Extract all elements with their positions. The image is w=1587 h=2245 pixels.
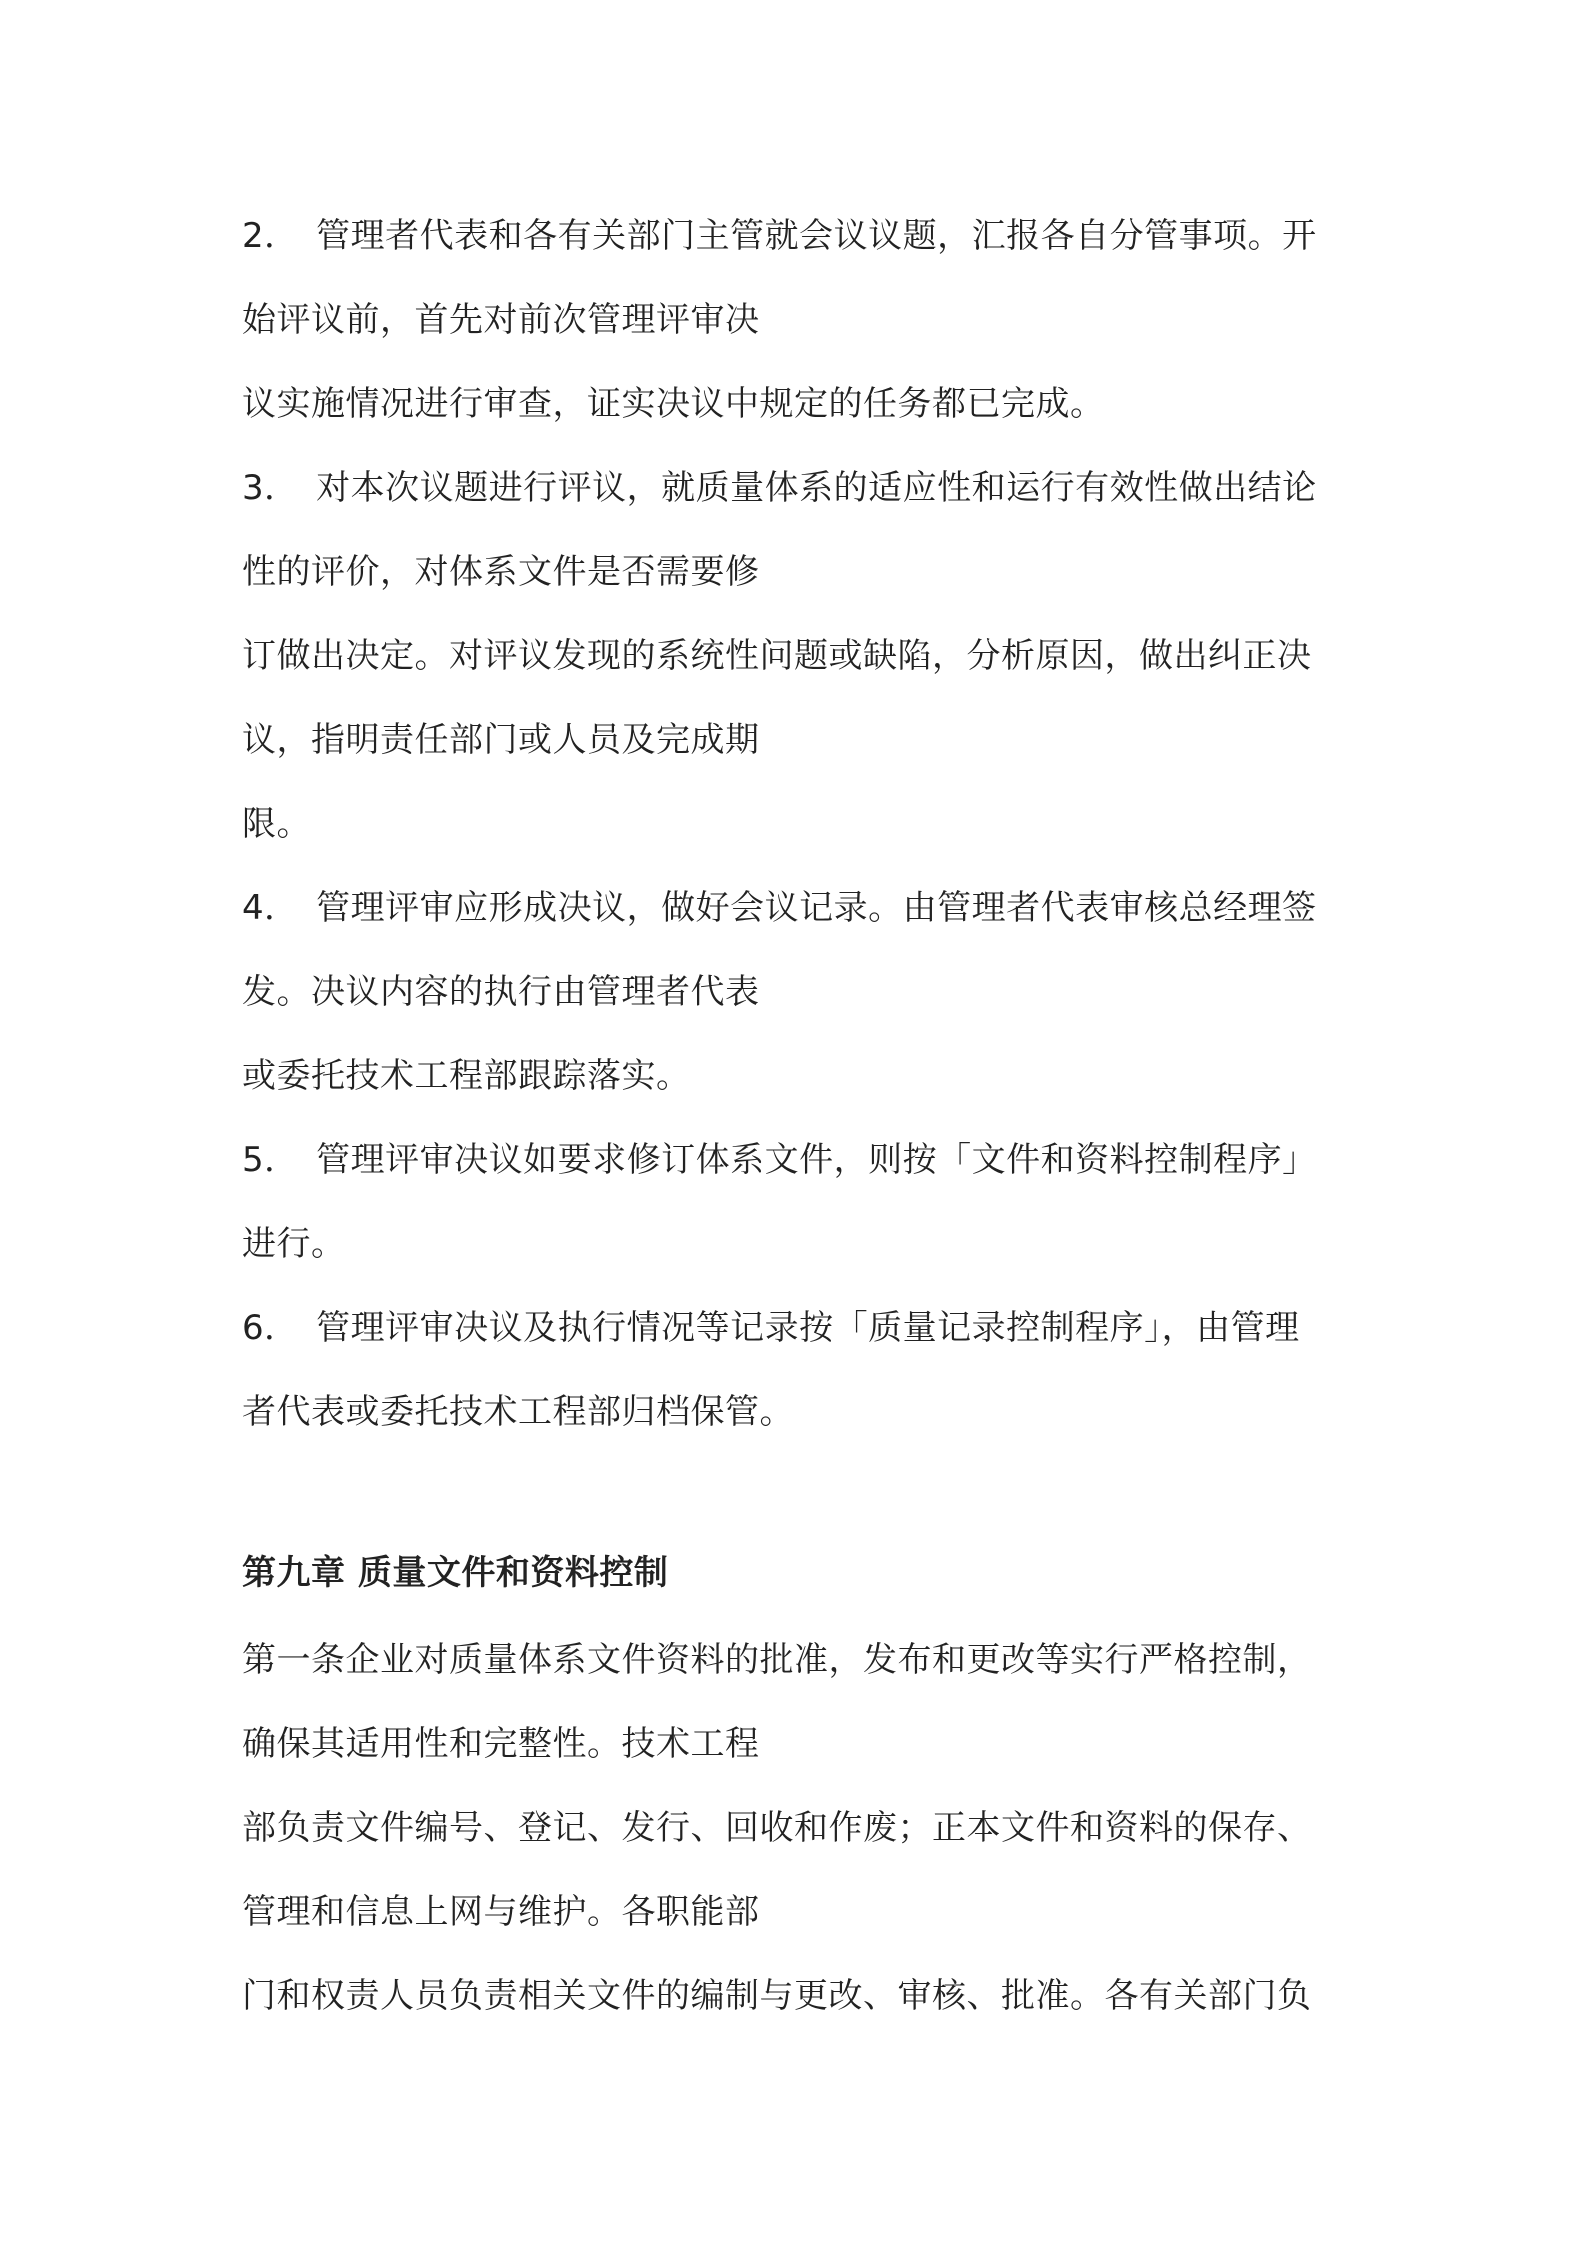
text-line: 进行。 <box>242 1224 346 1264</box>
text-line: 确保其适用性和完整性。技术工程 <box>242 1724 760 1764</box>
text-line: 4． 管理评审应形成决议，做好会议记录。由管理者代表审核总经理签 <box>242 888 1317 928</box>
text-line: 5． 管理评审决议如要求修订体系文件，则按「文件和资料控制程序」 <box>242 1140 1317 1180</box>
text-line: 3． 对本次议题进行评议，就质量体系的适应性和运行有效性做出结论 <box>242 468 1317 508</box>
chapter-heading: 第九章 质量文件和资料控制 <box>242 1553 669 1593</box>
text-line: 限。 <box>242 804 311 844</box>
text-line: 门和权责人员负责相关文件的编制与更改、审核、批准。各有关部门负 <box>242 1976 1312 2016</box>
text-line: 2． 管理者代表和各有关部门主管就会议议题，汇报各自分管事项。开 <box>242 216 1317 256</box>
text-line: 性的评价，对体系文件是否需要修 <box>242 552 760 592</box>
text-line: 部负责文件编号、登记、发行、回收和作废；正本文件和资料的保存、 <box>242 1808 1312 1848</box>
text-line: 始评议前，首先对前次管理评审决 <box>242 300 760 340</box>
text-line: 6． 管理评审决议及执行情况等记录按「质量记录控制程序」，由管理 <box>242 1308 1300 1348</box>
text-line: 议实施情况进行审查，证实决议中规定的任务都已完成。 <box>242 384 1105 424</box>
text-line: 订做出决定。对评议发现的系统性问题或缺陷，分析原因，做出纠正决 <box>242 636 1312 676</box>
text-line: 管理和信息上网与维护。各职能部 <box>242 1892 760 1932</box>
text-line: 第一条企业对质量体系文件资料的批准，发布和更改等实行严格控制， <box>242 1640 1312 1680</box>
text-line: 议，指明责任部门或人员及完成期 <box>242 720 760 760</box>
text-line: 发。决议内容的执行由管理者代表 <box>242 972 760 1012</box>
text-line: 者代表或委托技术工程部归档保管。 <box>242 1392 794 1432</box>
text-line: 或委托技术工程部跟踪落实。 <box>242 1056 691 1096</box>
